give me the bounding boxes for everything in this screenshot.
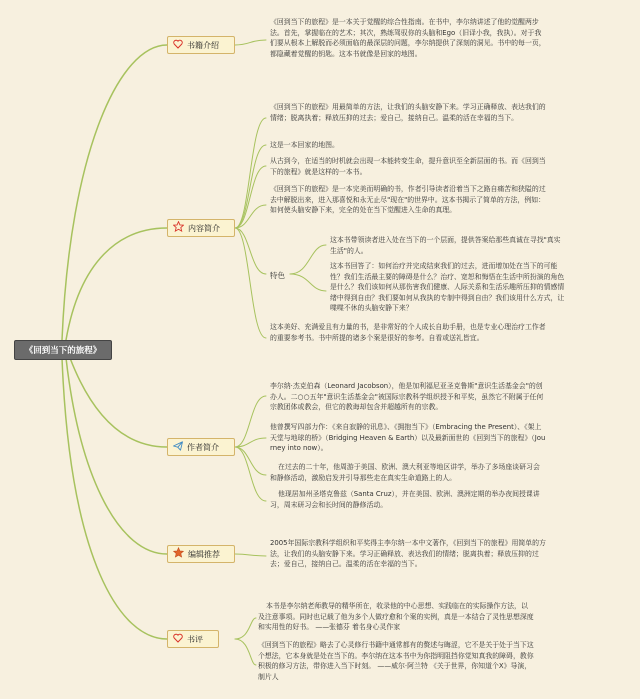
features-label: 特色	[270, 271, 285, 280]
review-paragraph-1: 本书是李尔纳老师教导的精华所在，收录他的中心思想、实践临在的实际操作方法，以及注意事项。同时也记载了他为多个人做疗愈和个案的实例，真是一本结合了灵性思想深度和实用性的好书。 ——张德芬 着名身心灵作家	[258, 602, 534, 631]
branch-label: 编辑推荐	[188, 549, 220, 559]
author-paragraph-1: 李尔纳·杰克伯森（Leonard Jacobson），他是加利福尼亚圣克鲁斯"意识生活基金会"的创办人。二○○五年"意识生活基金会"被国际宗教科学组织授予和平奖，虽然它不附属于任何宗教团体或教会，但它的教诲却包含并超越所有的宗教。	[270, 382, 544, 411]
content-paragraph-5: 这本美好、充满爱且有力量的书，是非常好的个人成长自助手册，也是专业心理治疗工作者的重要参考书。书中所提的诸多个案是很好的参考。自看或送礼皆宜。	[270, 323, 546, 342]
connector-root-recommend	[66, 358, 167, 554]
heart-icon	[173, 39, 183, 52]
root-title: 《回到当下的旅程》	[24, 346, 102, 356]
recommend-paragraph: 2005年国际宗教科学组织和平奖得主李尔纳一本中文著作，《回到当下的旅程》用简单的方法，让我们的头脑安静下来。学习正确释放、表达我们的情绪；脱离执着；释放压抑的过去；爱自己，接纳自己。温柔的活在幸福的当下。	[270, 539, 546, 568]
author-paragraph-2: 他曾撰写四部力作：《来自寂静的讯息》、《拥抱当下》（Embracing the Present）、《架上天堂与地球的桥》（Bridging Heaven & Earth）以及最新面世的《回到当下的旅程》（Journey into now）。	[270, 423, 546, 452]
branch-book-intro[interactable]	[167, 36, 235, 54]
branch-editor-recommend[interactable]	[167, 545, 235, 563]
branch-content-intro[interactable]	[167, 219, 235, 237]
feature-2: 这本书回答了：如何治疗并完成结束我们的过去，进而增加处在当下的可能性？我们生活最主要的障碍是什么？治疗、宽恕和悔悟在生活中所扮演的角色是什么？我们该如何从那伤害我们健康、人际关系和生活乐趣所压抑的情感情绪中得到自由？我们要如何从我执的专制中得到自由？我们该用什么方式，让喋喋不休的头脑安静下来？	[330, 262, 565, 312]
branch-label: 书评	[187, 634, 203, 644]
feature-1: 这本书带领读者进入处在当下的一个层面，提供答案给那些真诚在寻找"真实生活"的人。	[330, 236, 561, 255]
branch-label: 作者简介	[187, 442, 219, 452]
content-paragraph-1: 《回到当下的旅程》用最简单的方法，让我们的头脑安静下来。学习正确释放、表达我们的情绪；脱离执着；释放压抑的过去；爱自己，接纳自己。温柔的活在幸福的当下。	[270, 103, 546, 122]
root-node[interactable]	[14, 340, 112, 360]
connector-root-author	[70, 358, 167, 447]
star-outline-icon	[173, 221, 184, 235]
content-paragraph-2: 这是一本回家的地图。	[270, 141, 339, 149]
heart-icon	[173, 633, 183, 646]
branch-label: 内容简介	[188, 223, 220, 233]
branch-author-intro[interactable]	[167, 438, 235, 456]
connector-root-review	[62, 358, 167, 639]
paper-plane-icon	[173, 441, 183, 454]
star-filled-icon	[173, 547, 184, 561]
author-paragraph-3: 在过去的二十年，他周游于美国、欧洲、澳大利亚等地区讲学，举办了多场座谈研习会和静修活动，激励启发并引导那些走在真实生命道路上的人。	[270, 463, 540, 482]
author-paragraph-4: 他现居加州圣塔克鲁兹（Santa Cruz），并在美国、欧洲、澳洲定期的举办夜间授课讲习，周末研习会和长时间的静修活动。	[270, 490, 540, 509]
review-paragraph-2: 《回到当下的旅程》略去了心灵修行书籍中通常都有的赘述与晦涩，它不是关于处于当下这个想法，它本身就是处在当下的。李尔纳在这本书中为你指明阻挡你觉知真我的障碍，教你积极的修习方法，带你进入当下时刻。 ——威尔·阿兰特 《关于世界，你知道个X》导演，制片人	[258, 641, 534, 681]
branch-book-review[interactable]	[167, 630, 219, 648]
branch-label: 书籍介绍	[187, 40, 219, 50]
content-paragraph-3: 从古到今，在适当的时机就会出现一本能转变生命，提升意识至全新层面的书。而《回到当下的旅程》就是这样的一本书。	[270, 157, 546, 176]
connector-root-content	[66, 228, 167, 340]
content-paragraph-4: 《回到当下的旅程》是一本完美而明确的书，作者引导读者沿着当下之路自痛苦和狭隘的过去中解脱出来，进入那喜悦和永无止尽"现在"的世界中。这本书揭示了简单的方法，例如：如何使头脑安静下来，完全的处在当下觉醒进入生命的真理。	[270, 185, 546, 214]
intro-paragraph: 《回到当下的旅程》是一本关于觉醒的综合性指南。在书中，李尔纳讲述了他的觉醒两步法。首先，掌握临在的艺术；其次，熟练驾驭你的头脑和Ego（旧译小我，我执）。对于我们要从根本上解脱而必须面临的最深层的问题，李尔纳提供了深刻的洞见。书中的每一页，都隐藏着觉醒的钥匙。这本书就像是回家的地图。	[270, 18, 546, 58]
